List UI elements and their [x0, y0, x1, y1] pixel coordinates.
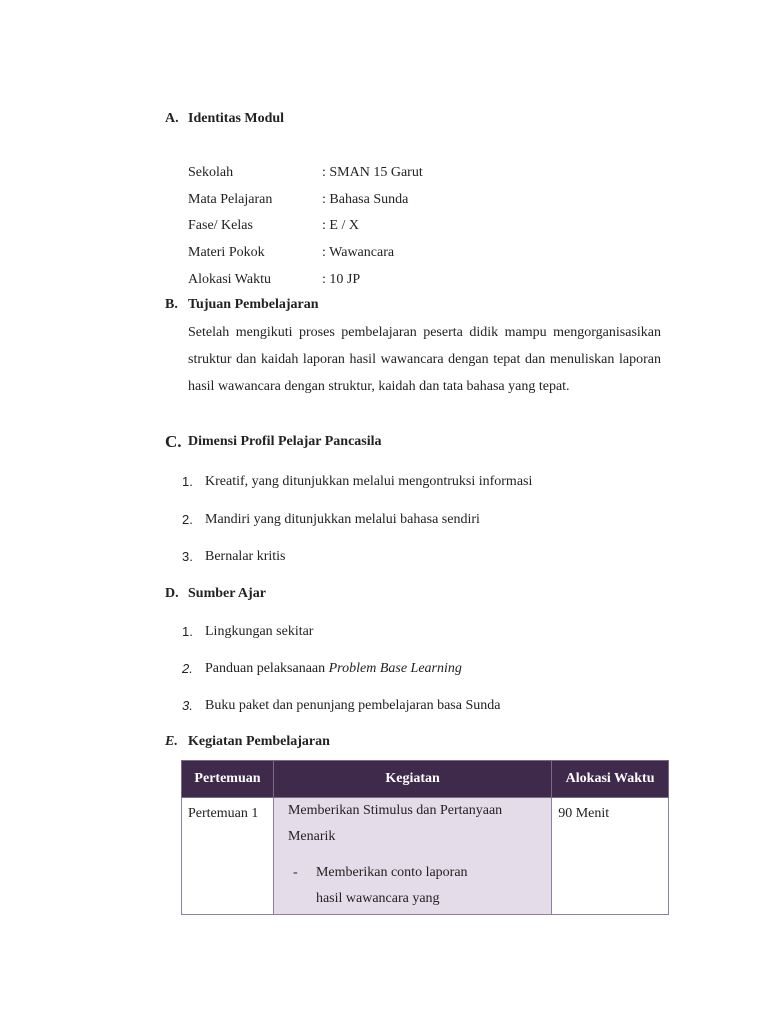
table-row [182, 798, 669, 915]
sub-line: Memberikan conto laporan [315, 865, 468, 880]
section-d-letter: D. [165, 586, 179, 601]
section-a-title: Identitas Modul [188, 111, 285, 126]
list-item: Buku paket dan penunjang pembelajaran basa Sunda [205, 698, 501, 713]
list-item: Bernalar kritis [205, 549, 286, 564]
tujuan-paragraph: Setelah mengikuti proses pembelajaran peserta didik mampu mengorganisasikan struktur dan kaidah laporan hasil wawancara dengan tepat dan menuliskan laporan hasil wawancara dengan struktur, kaidah dan tata bahasa yang tepat. [188, 325, 661, 394]
table-header-row [182, 761, 669, 798]
header-pertemuan: Pertemuan [182, 761, 274, 798]
pertemuan-text: Pertemuan 1 [188, 806, 259, 821]
list-number: 3. [182, 698, 193, 713]
identitas-value: : SMAN 15 Garut [322, 165, 423, 180]
kegiatan-subitem [288, 860, 545, 914]
section-a-letter: A. [165, 111, 179, 126]
list-item [205, 660, 462, 678]
section-b-letter: B. [165, 297, 178, 312]
kegiatan-table [181, 760, 669, 915]
section-e-title: Kegiatan Pembelajaran [188, 734, 330, 749]
list-number: 2. [182, 512, 193, 527]
bullet-dash: - [292, 865, 298, 880]
section-e-letter: E. [165, 734, 178, 749]
cell-alokasi [552, 798, 669, 915]
list-item: Lingkungan sekitar [205, 624, 314, 639]
identitas-value: : 10 JP [322, 272, 361, 287]
cell-pertemuan [182, 798, 274, 915]
identitas-label: Alokasi Waktu [188, 272, 271, 287]
kegiatan-line: Menarik [287, 829, 336, 844]
list-number: 2. [182, 661, 193, 676]
section-c-letter: C. [165, 432, 182, 451]
list-number: 1. [182, 474, 193, 489]
identitas-label: Mata Pelajaran [188, 192, 273, 207]
kegiatan-line: Memberikan Stimulus dan Pertanyaan [287, 803, 503, 818]
cell-kegiatan [273, 798, 551, 915]
section-b-title: Tujuan Pembelajaran [188, 297, 319, 312]
list-item: Mandiri yang ditunjukkan melalui bahasa sendiri [205, 512, 480, 527]
identitas-value: : Bahasa Sunda [322, 192, 409, 207]
list-item-text: Panduan pelaksanaan [205, 661, 329, 676]
section-d-title: Sumber Ajar [188, 586, 266, 601]
identitas-label: Fase/ Kelas [188, 218, 253, 233]
sub-line: hasil wawancara yang [315, 891, 440, 906]
list-item-italic: Problem Base Learning [328, 661, 462, 676]
identitas-value: : Wawancara [322, 245, 395, 260]
identitas-label: Sekolah [188, 165, 234, 180]
list-number: 1. [182, 624, 193, 639]
list-number: 3. [182, 549, 193, 564]
identitas-label: Materi Pokok [188, 245, 265, 260]
list-item: Kreatif, yang ditunjukkan melalui mengontruksi informasi [205, 474, 533, 489]
header-kegiatan: Kegiatan [273, 761, 551, 798]
header-alokasi: Alokasi Waktu [552, 761, 669, 798]
alokasi-text: 90 Menit [558, 806, 610, 821]
identitas-value: : E / X [322, 218, 359, 233]
section-c-title: Dimensi Profil Pelajar Pancasila [188, 434, 382, 449]
